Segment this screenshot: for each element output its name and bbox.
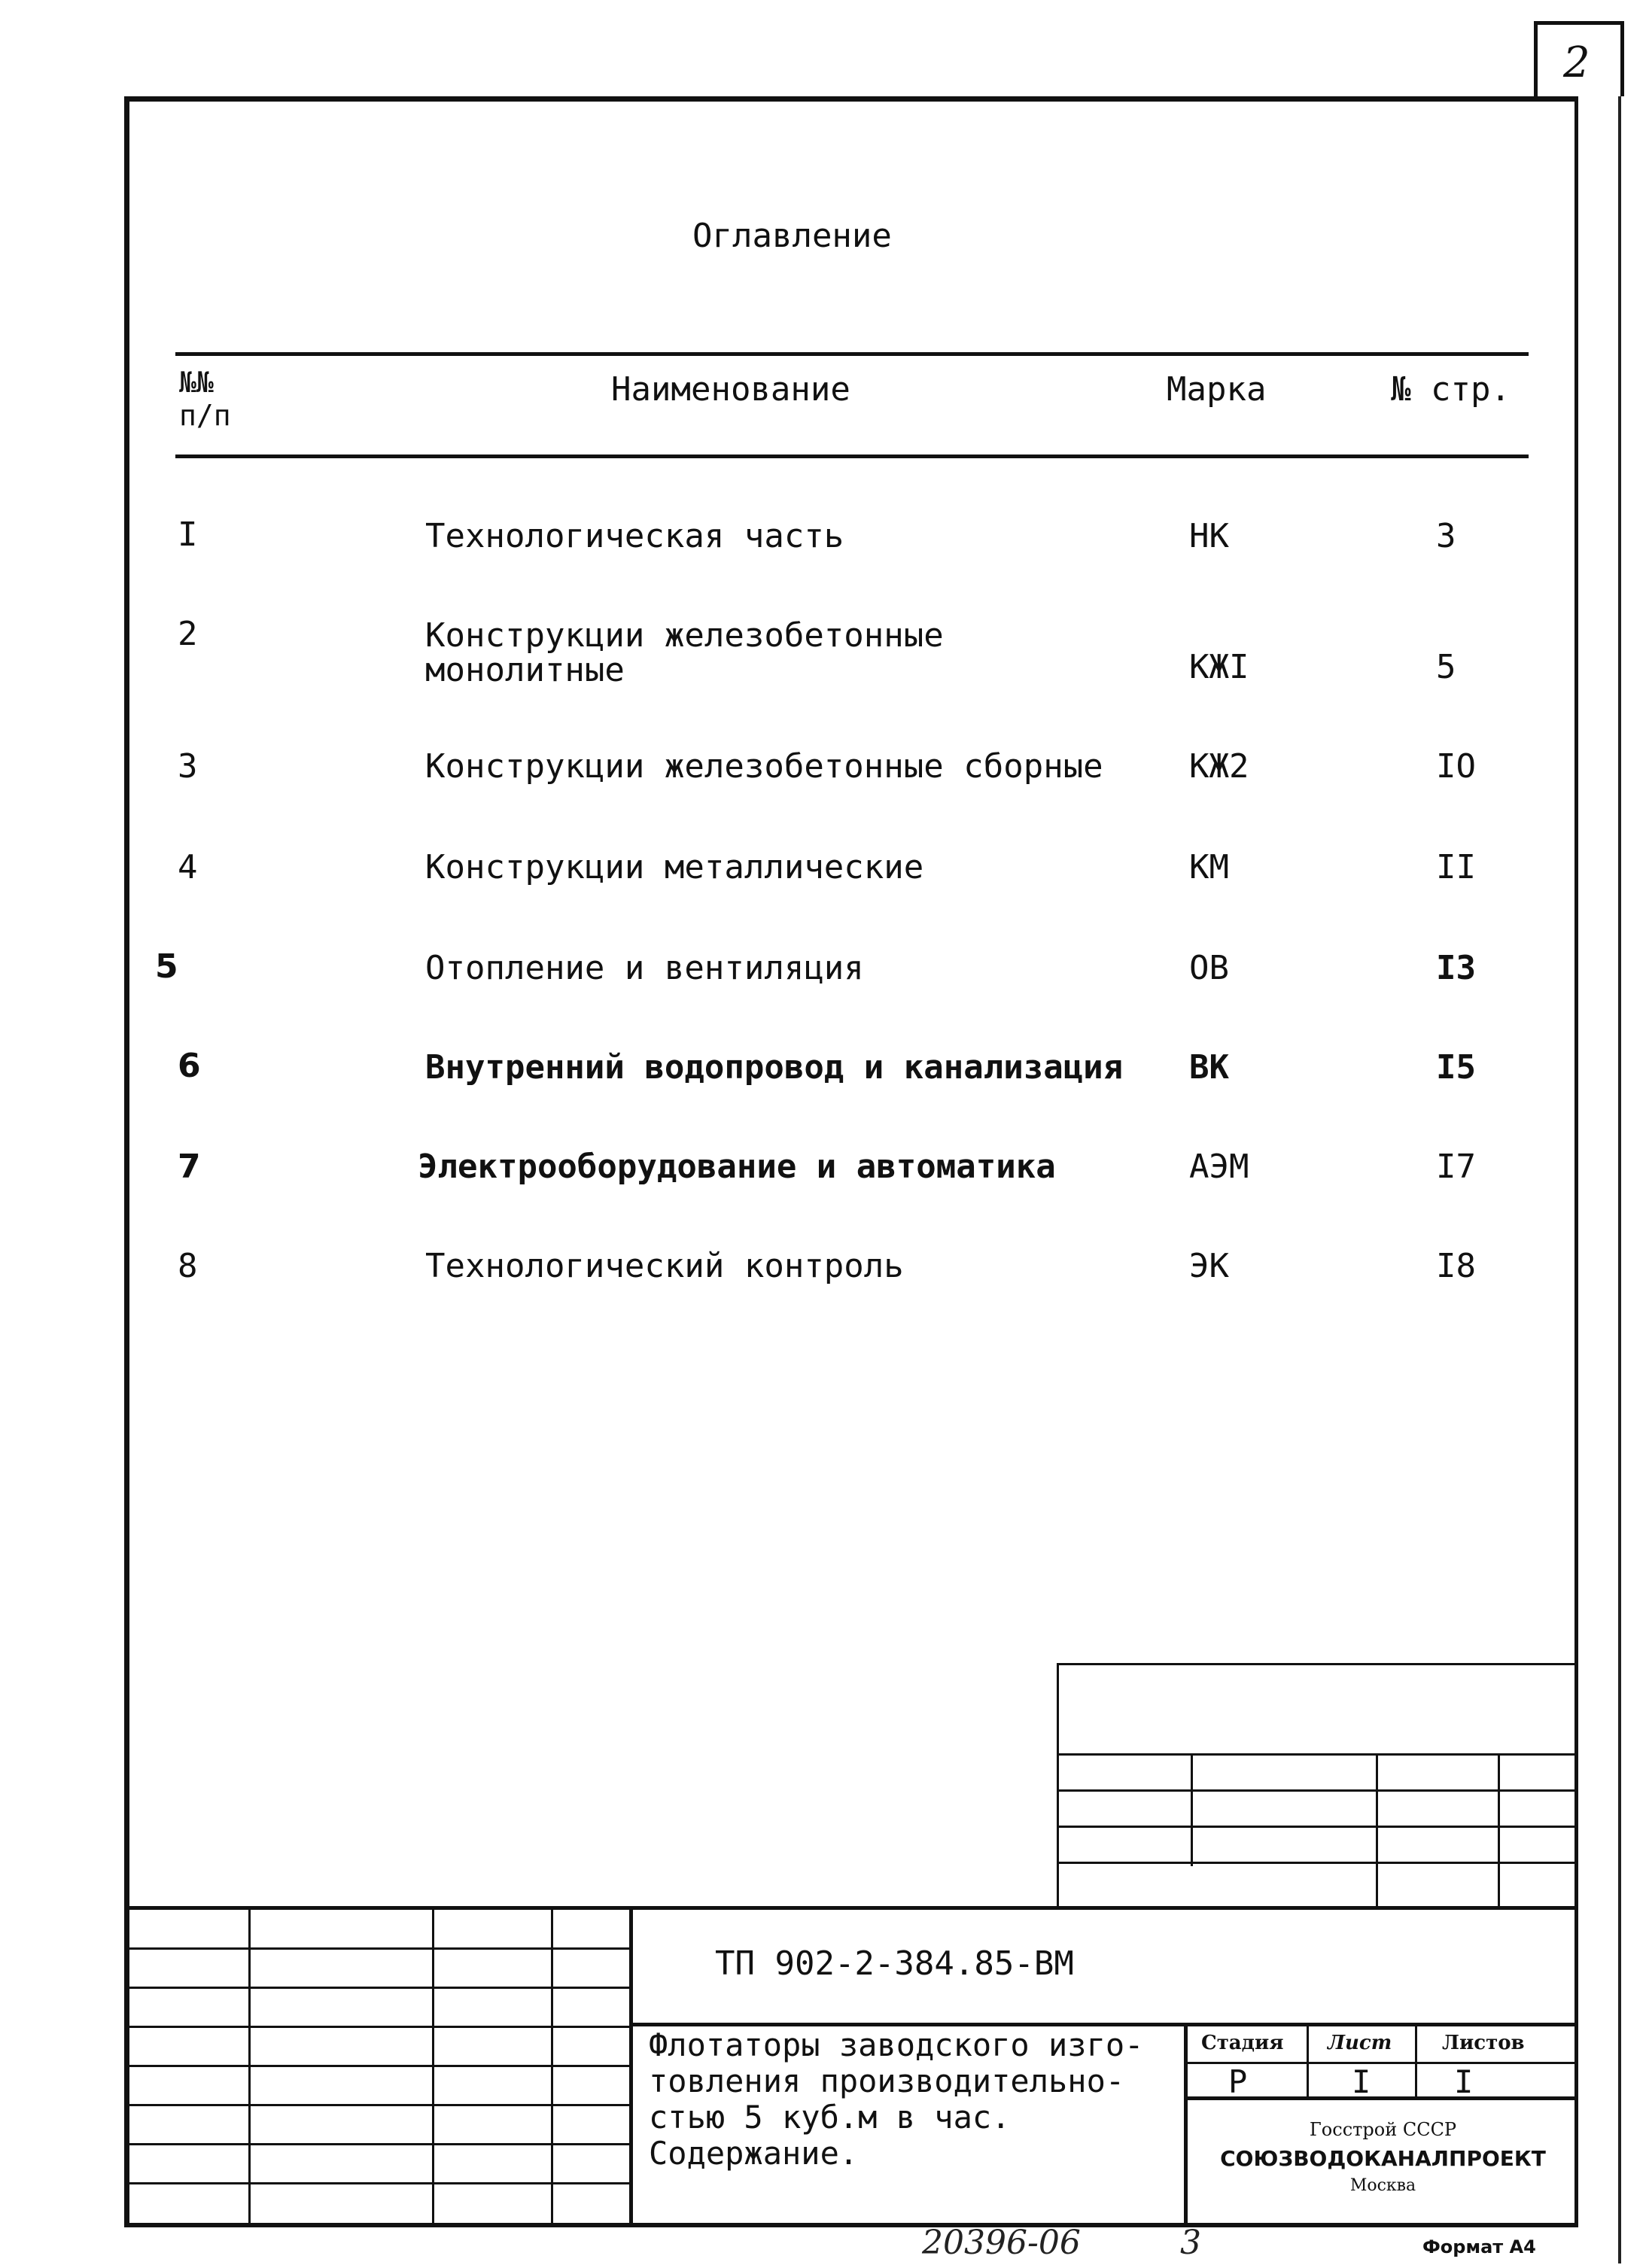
row-name: Конструкции железобетонные сборные: [425, 747, 1103, 786]
format-label: Формат А4: [1422, 2236, 1536, 2257]
document-code: ТП 902-2-384.85-ВМ: [715, 1944, 1074, 1983]
stage-label: Стадия: [1201, 2032, 1284, 2054]
table-header-rule: [175, 455, 1529, 458]
row-name: Электрооборудование и автоматика: [418, 1148, 1056, 1186]
sheets-value: I: [1454, 2063, 1474, 2100]
row-page: I5: [1436, 1048, 1476, 1087]
row-name: Технологическая часть: [425, 517, 844, 555]
row-num: 8: [178, 1247, 198, 1285]
row-name: Отопление и вентиляция: [425, 949, 864, 987]
document-description: Флотаторы заводского изго- товления производительно- стью 5 куб.м в час. Содержание.: [649, 2026, 1144, 2172]
header-page: № стр.: [1391, 370, 1511, 409]
row-name: Конструкции металлические: [425, 848, 924, 886]
org-city: Москва: [1349, 2176, 1416, 2195]
row-num: 7: [178, 1148, 201, 1186]
header-name: Наименование: [611, 370, 850, 409]
table-top-rule: [175, 352, 1529, 356]
row-num: 3: [178, 747, 198, 786]
sheet-label: Лист: [1328, 2032, 1392, 2054]
row-name: Внутренний водопровод и канализация: [425, 1048, 1124, 1087]
row-mark: КЖI: [1189, 648, 1249, 686]
row-name: Конструкции железобетонные монолитные: [425, 616, 944, 689]
row-num: 5: [155, 947, 178, 986]
sheet-number-tab: [1534, 21, 1624, 96]
row-page: I7: [1436, 1148, 1476, 1186]
sheet-number: 2: [1563, 38, 1590, 87]
copy-number: 3: [1180, 2224, 1201, 2262]
row-page: IO: [1436, 747, 1476, 786]
row-mark: ЭК: [1189, 1247, 1229, 1285]
outer-margin-rule: [1618, 96, 1621, 2263]
row-mark: НК: [1189, 517, 1229, 555]
org-ministry: Госстрой СССР: [1309, 2119, 1457, 2140]
row-mark: ОВ: [1189, 949, 1229, 987]
row-mark: АЭМ: [1189, 1148, 1249, 1186]
row-mark: ВК: [1189, 1048, 1229, 1087]
org-name: СОЮЗВОДОКАНАЛПРОЕКТ: [1220, 2146, 1546, 2171]
inventory-number: 20396-06: [922, 2224, 1081, 2262]
row-page: I8: [1436, 1247, 1476, 1285]
row-num: 4: [178, 848, 198, 886]
row-num: 2: [178, 615, 198, 653]
row-mark: КЖ2: [1189, 747, 1249, 786]
header-num: №№ п/п: [179, 366, 231, 432]
row-page: II: [1436, 848, 1476, 886]
row-page: 3: [1436, 517, 1456, 555]
sheet-value: I: [1352, 2063, 1371, 2100]
row-name: Технологический контроль: [425, 1247, 904, 1285]
row-page: 5: [1436, 648, 1456, 686]
page-title: Оглавление: [692, 217, 892, 255]
row-num: 6: [178, 1047, 201, 1085]
stage-value: Р: [1228, 2063, 1248, 2100]
sheets-label: Листов: [1442, 2032, 1525, 2054]
header-mark: Марка: [1167, 370, 1267, 409]
row-num: I: [178, 515, 198, 554]
row-page: I3: [1436, 949, 1476, 987]
row-mark: КМ: [1189, 848, 1229, 886]
